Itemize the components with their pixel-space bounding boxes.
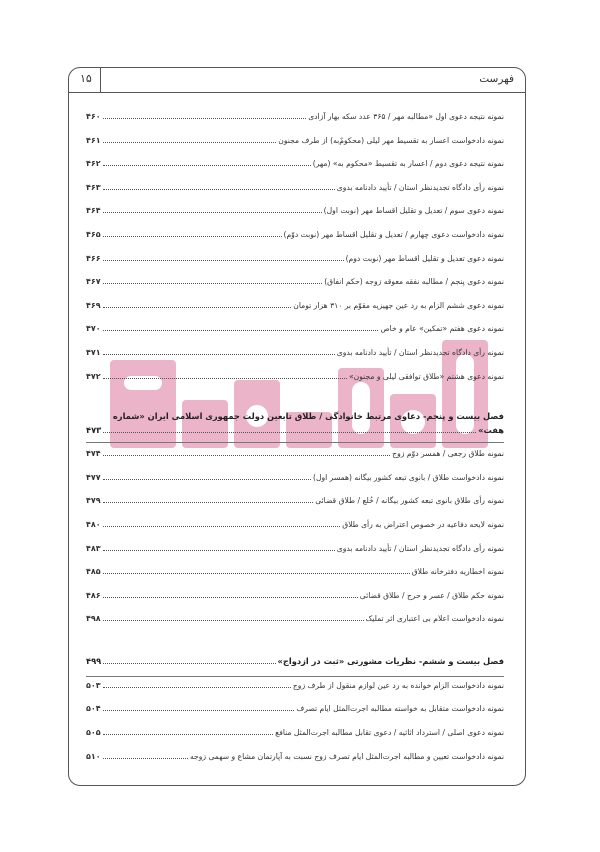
toc-entry: [86, 567, 504, 591]
toc-entry: [86, 728, 504, 752]
toc-entry: [86, 254, 504, 278]
toc-entry-title: نمونه رأی دادگاه تجدیدنظر استان / تأیید دادنامه بدوی: [336, 347, 504, 357]
toc-leader-dots: [103, 159, 311, 166]
chapter-26-heading: [86, 656, 504, 677]
toc-entry-title: نمونه دعوی هشتم «طلاق توافقی لیلی و مجنون»: [349, 371, 504, 381]
toc-entry-title: نمونه دادخواست اعلام بی اعتباری اثر تملیک: [365, 614, 504, 624]
toc-entry-page: ۴۹۸: [86, 614, 101, 624]
toc-leader-dots: [103, 372, 347, 379]
toc-entry: [86, 681, 504, 705]
toc-entry-title: نمونه دادخواست دعوی چهارم / تعدیل و تقلیل اقساط مهر (نوبت دوّم): [283, 229, 504, 239]
toc-entry: [86, 704, 504, 728]
toc-entry-title: نمونه رأی دادگاه تجدیدنظر استان / تأیید دادنامه بدوی: [336, 543, 504, 553]
toc-leader-dots: [103, 254, 344, 261]
toc-entry-title: نمونه حکم طلاق / عسر و حرج / طلاق قضائی: [359, 590, 504, 600]
toc-leader-dots: [103, 752, 188, 759]
toc-leader-dots: [103, 348, 335, 355]
toc-entry: [86, 348, 504, 372]
toc-entry-title: نمونه دادخواست الزام خوانده به رد عین لوازم منقول از طرف زوج: [292, 680, 504, 690]
toc-entry-title: نمونه دعوی ششم الزام به رد عین جهیزیه مقوّم بر ۳۱۰ هزار تومان: [293, 300, 504, 310]
toc-entry-page: ۴۶۱: [86, 135, 101, 145]
page-header: [68, 67, 526, 93]
toc-leader-dots: [103, 520, 341, 527]
toc-entry-title: نمونه نتیجه دعوی اول «مطالبه مهر / ۳۶۵ عدد سکه بهار آزادی: [308, 112, 504, 121]
toc-leader-dots: [103, 614, 364, 621]
toc-entry-page: ۴۶۹: [86, 300, 101, 310]
toc-leader-dots: [103, 473, 311, 480]
toc-entry: [86, 183, 504, 207]
toc-entry-page: ۴۶۵: [86, 229, 101, 239]
toc-entry-page: ۴۶۳: [86, 182, 101, 192]
toc-leader-dots: [103, 728, 274, 735]
toc-leader-dots: [103, 112, 307, 119]
toc-leader-dots: [103, 136, 277, 143]
toc-entry: [86, 449, 504, 473]
header-page-number: ۱۵: [80, 72, 92, 85]
toc-entry: [86, 301, 504, 325]
toc-entry-page: ۴۶۰: [86, 112, 101, 121]
toc-entry-title: نمونه اخطاریه دفترخانه طلاق: [411, 567, 504, 577]
toc-entry-title: نمونه دعوی پنجم / مطالبه نفقه معوقه زوجه (حکم انفاق): [324, 277, 504, 287]
toc-leader-dots: [103, 277, 323, 284]
toc-entry: [86, 614, 504, 638]
toc-entry-page: ۵۰۴: [86, 704, 101, 714]
toc-entry-page: ۴۸۰: [86, 519, 101, 529]
chapter-25-page: ۴۷۳: [86, 425, 102, 436]
toc-entry-title: نمونه دادخواست متقابل به خواسته مطالبه اجرت‌المثل ایام تصرف: [296, 704, 504, 714]
toc-entry: [86, 112, 504, 136]
toc-leader-dots: [103, 324, 379, 331]
toc-entry-title: نمونه لایحه دفاعیه در خصوص اعتراض به رأی طلاق: [342, 519, 504, 529]
toc-entry: [86, 473, 504, 497]
toc-group-1: [86, 112, 504, 395]
toc-entry-page: ۴۷۰: [86, 324, 101, 334]
toc-leader-dots: [103, 449, 391, 456]
toc-entry-page: ۵۱۰: [86, 751, 101, 761]
toc-entry-title: نمونه نتیجه دعوی دوم / اعسار به تقسیط «محکوم به» (مهر): [312, 159, 504, 169]
toc-entry-page: ۵۰۳: [86, 680, 101, 690]
chapter-26-title: فصل بیست و ششم- نظریات مشورتی «ثبت در ازدواج»: [277, 655, 504, 666]
toc-entry-page: ۴۷۹: [86, 496, 101, 506]
toc-entry-title: نمونه طلاق رجعی / همسر دوّم زوج: [392, 449, 504, 459]
toc-entry: [86, 136, 504, 160]
header-divider: [100, 67, 101, 92]
toc-entry: [86, 230, 504, 254]
toc-entry-page: ۴۷۲: [86, 371, 101, 381]
toc-entry: [86, 372, 504, 396]
toc-entry-title: نمونه دعوی هفتم «تمکین» عام و خاص: [380, 324, 504, 334]
toc-entry: [86, 520, 504, 544]
toc-entry-page: ۵۰۵: [86, 728, 101, 738]
toc-entry-title: نمونه دعوی تعدیل و تقلیل اقساط مهر (نوبت دوم): [345, 253, 504, 263]
toc-entry-title: نمونه رأی طلاق بانوی تبعه کشور بیگانه / خُلع / طلاق قضائی: [315, 496, 504, 506]
toc-entry-title: نمونه رأی دادگاه تجدیدنظر استان / تأیید دادنامه بدوی: [336, 182, 504, 192]
toc-entry-page: ۴۶۶: [86, 253, 101, 263]
chapter-25-title-line2: هفت»: [478, 425, 504, 436]
chapter-25-title-line1: فصل بیست و پنجم- دعاوی مرتبط خانوادگی / طلاق تابعین دولت جمهوری اسلامی ایران «شماره: [112, 411, 504, 422]
header-title: فهرست: [479, 73, 514, 85]
toc-entry-title: نمونه دعوی سوم / تعدیل و تقلیل اقساط مهر (نوبت اول): [323, 206, 504, 216]
toc-leader-dots: [103, 206, 322, 213]
toc-entry-title: نمونه دادخواست تعیین و مطالبه اجرت‌المثل ایام تصرف زوج نسبت به آپارتمان مشاع و سهمی زوجه: [189, 751, 504, 761]
toc-entry-page: ۴۶۲: [86, 159, 101, 169]
chapter-26-page: ۴۹۹: [86, 655, 102, 666]
toc-entry-page: ۴۷۱: [86, 347, 101, 357]
toc-leader-dots: [103, 544, 335, 551]
toc-entry-title: نمونه دادخواست اعسار به تقسیط مهر لیلی (محکومٌ‌به) از طرف مجنون: [278, 135, 504, 145]
toc-leader-dots: [103, 230, 282, 237]
chapter-25-heading: [86, 411, 504, 443]
toc-entry: [86, 544, 504, 568]
toc-entry: [86, 206, 504, 230]
toc-entry: [86, 496, 504, 520]
toc-entry-page: ۴۶۷: [86, 277, 101, 287]
toc-leader-dots: [103, 496, 314, 503]
toc-entry-page: ۴۸۳: [86, 543, 101, 553]
toc-entry-page: ۴۷۷: [86, 472, 101, 482]
toc-leader-dots: [103, 704, 295, 711]
toc-entry-page: ۴۷۴: [86, 449, 101, 459]
toc-entry: [86, 324, 504, 348]
toc-leader-dots: [103, 681, 291, 688]
toc-leader-dots: [103, 567, 410, 574]
toc-leader-dots: [103, 591, 358, 598]
toc-entry-page: ۴۶۴: [86, 206, 101, 216]
toc-entry-title: نمونه دعوی اصلی / استرداد اثاثیه / دعوی تقابل مطالبه اجرت‌المثل منافع: [275, 728, 504, 738]
toc-entry: [86, 591, 504, 615]
toc-entry-title: نمونه دادخواست طلاق / بانوی تبعه کشور بیگانه (همسر اول): [313, 472, 504, 482]
toc-entry: [86, 277, 504, 301]
toc-entry-page: ۴۸۶: [86, 590, 101, 600]
toc-entry: [86, 752, 504, 776]
toc-entry: [86, 159, 504, 183]
toc-leader-dots: [103, 183, 335, 190]
toc-group-3: [86, 681, 504, 775]
toc-leader-dots: [103, 301, 292, 308]
table-of-contents: [86, 112, 504, 775]
toc-group-2: [86, 449, 504, 638]
toc-entry-page: ۴۸۵: [86, 567, 101, 577]
